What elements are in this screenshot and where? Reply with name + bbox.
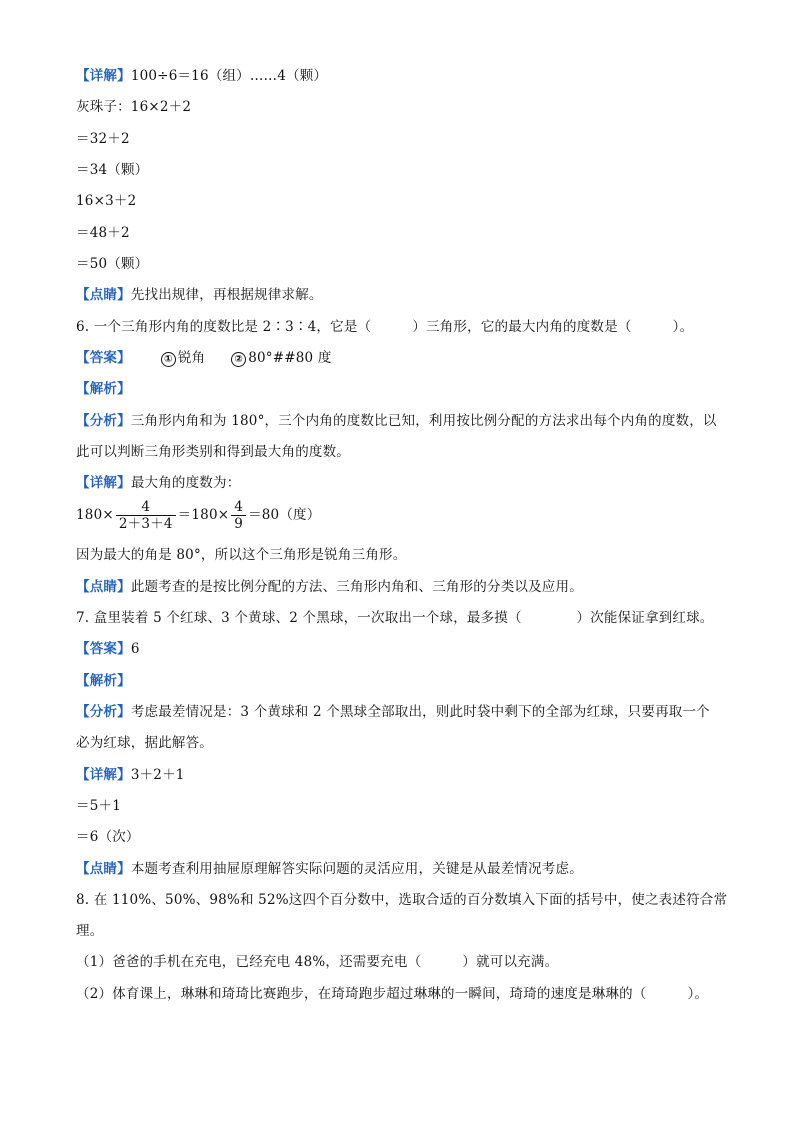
- analysis-line-2: 此可以判断三角形类别和得到最大角的度数。: [76, 444, 350, 460]
- section-tag: 【点睛】: [76, 287, 131, 303]
- detail-line-division: 【详解】100÷6＝16（组）……4（颗）: [76, 68, 328, 84]
- question-8-part-1: （1）爸爸的手机在充电，已经充电 48%，还需要充电（ ）就可以充满。: [76, 954, 559, 970]
- formula-middle: ＝180×: [177, 507, 230, 523]
- detail-line: 【详解】3＋2＋1: [76, 767, 185, 783]
- key-point-line: 【点睛】先找出规律，再根据规律求解。: [76, 287, 323, 303]
- calc-step: ＝50（颗）: [76, 256, 149, 272]
- answer-2: 80°##80 度: [248, 350, 332, 366]
- answer-tag: 【答案】: [76, 641, 131, 657]
- section-tag: 【点睛】: [76, 861, 131, 877]
- question-8-line-1: 8. 在 110%、50%、98%和 52%这四个百分数中，选取合适的百分数填入下面的括号中，使之表述符合常: [76, 892, 728, 908]
- gray-beads-expression: 灰珠子：16×2＋2: [76, 99, 192, 115]
- fraction-1-numerator: 4: [141, 499, 151, 515]
- answer-line-q6: [76, 349, 332, 367]
- calc-step: ＝32＋2: [76, 131, 130, 147]
- answer-value: 6: [130, 641, 140, 657]
- fraction-1-denominator: 2＋3＋4: [116, 515, 176, 532]
- conclusion-line: 因为最大的角是 80°，所以这个三角形是锐角三角形。: [76, 547, 407, 563]
- fraction-1: [116, 499, 176, 532]
- section-tag: 【点睛】: [76, 579, 131, 595]
- fraction-2-denominator: 9: [231, 515, 246, 532]
- question-8-part-2: （2）体育课上，琳琳和琦琦比赛跑步，在琦琦跑步超过琳琳的一瞬间，琦琦的速度是琳琳的（ ）。: [76, 986, 709, 1002]
- section-tag: 【详解】: [76, 68, 131, 84]
- calc-step: 16×3＋2: [76, 193, 137, 209]
- circled-number-1: ①: [161, 352, 176, 367]
- section-tag: 【详解】: [76, 767, 131, 783]
- fraction-2: [231, 499, 246, 532]
- question-8-line-2: 理。: [76, 923, 104, 939]
- analysis-tag: 【解析】: [76, 381, 131, 397]
- analysis-line-2: 必为红球，据此解答。: [76, 735, 213, 751]
- section-tag: 【分析】: [76, 704, 131, 720]
- section-tag: 【详解】: [76, 475, 131, 491]
- section-tag: 【分析】: [76, 413, 131, 429]
- question-7: 7. 盒里装着 5 个红球、3 个黄球、2 个黑球，一次取出一个球，最多摸（ ）次能保证拿到红球。: [76, 610, 714, 626]
- analysis-line-1: 【分析】三角形内角和为 180°，三个内角的度数比已知，利用按比例分配的方法求出每个内角的度数，以: [76, 413, 717, 429]
- calc-step: ＝48＋2: [76, 225, 130, 241]
- question-6: 6. 一个三角形内角的度数比是 2∶3∶4，它是（ ）三角形，它的最大内角的度数是（ ）。: [76, 319, 694, 335]
- key-point-line: 【点睛】本题考查利用抽屉原理解答实际问题的灵活应用，关键是从最差情况考虑。: [76, 861, 583, 877]
- fraction-formula: [76, 499, 320, 532]
- calc-step: ＝34（颗）: [76, 162, 149, 178]
- detail-line: 【详解】最大角的度数为：: [76, 475, 241, 491]
- calc-step: ＝6（次）: [76, 829, 140, 845]
- circled-number-2: ②: [231, 352, 246, 367]
- formula-prefix: 180×: [76, 507, 114, 523]
- answer-1: 锐角: [177, 350, 206, 366]
- analysis-tag: 【解析】: [76, 673, 131, 689]
- key-point-line: 【点睛】此题考查的是按比例分配的方法、三角形内角和、三角形的分类以及应用。: [76, 579, 583, 595]
- calc-step: ＝5＋1: [76, 798, 121, 814]
- answer-line-q7: [76, 640, 140, 658]
- analysis-line-1: 【分析】考虑最差情况是：3 个黄球和 2 个黑球全部取出，则此时袋中剩下的全部为红球，只要再取一个: [76, 704, 710, 720]
- formula-result: ＝80（度）: [248, 507, 321, 523]
- answer-tag: 【答案】: [76, 350, 131, 366]
- fraction-2-numerator: 4: [234, 499, 244, 515]
